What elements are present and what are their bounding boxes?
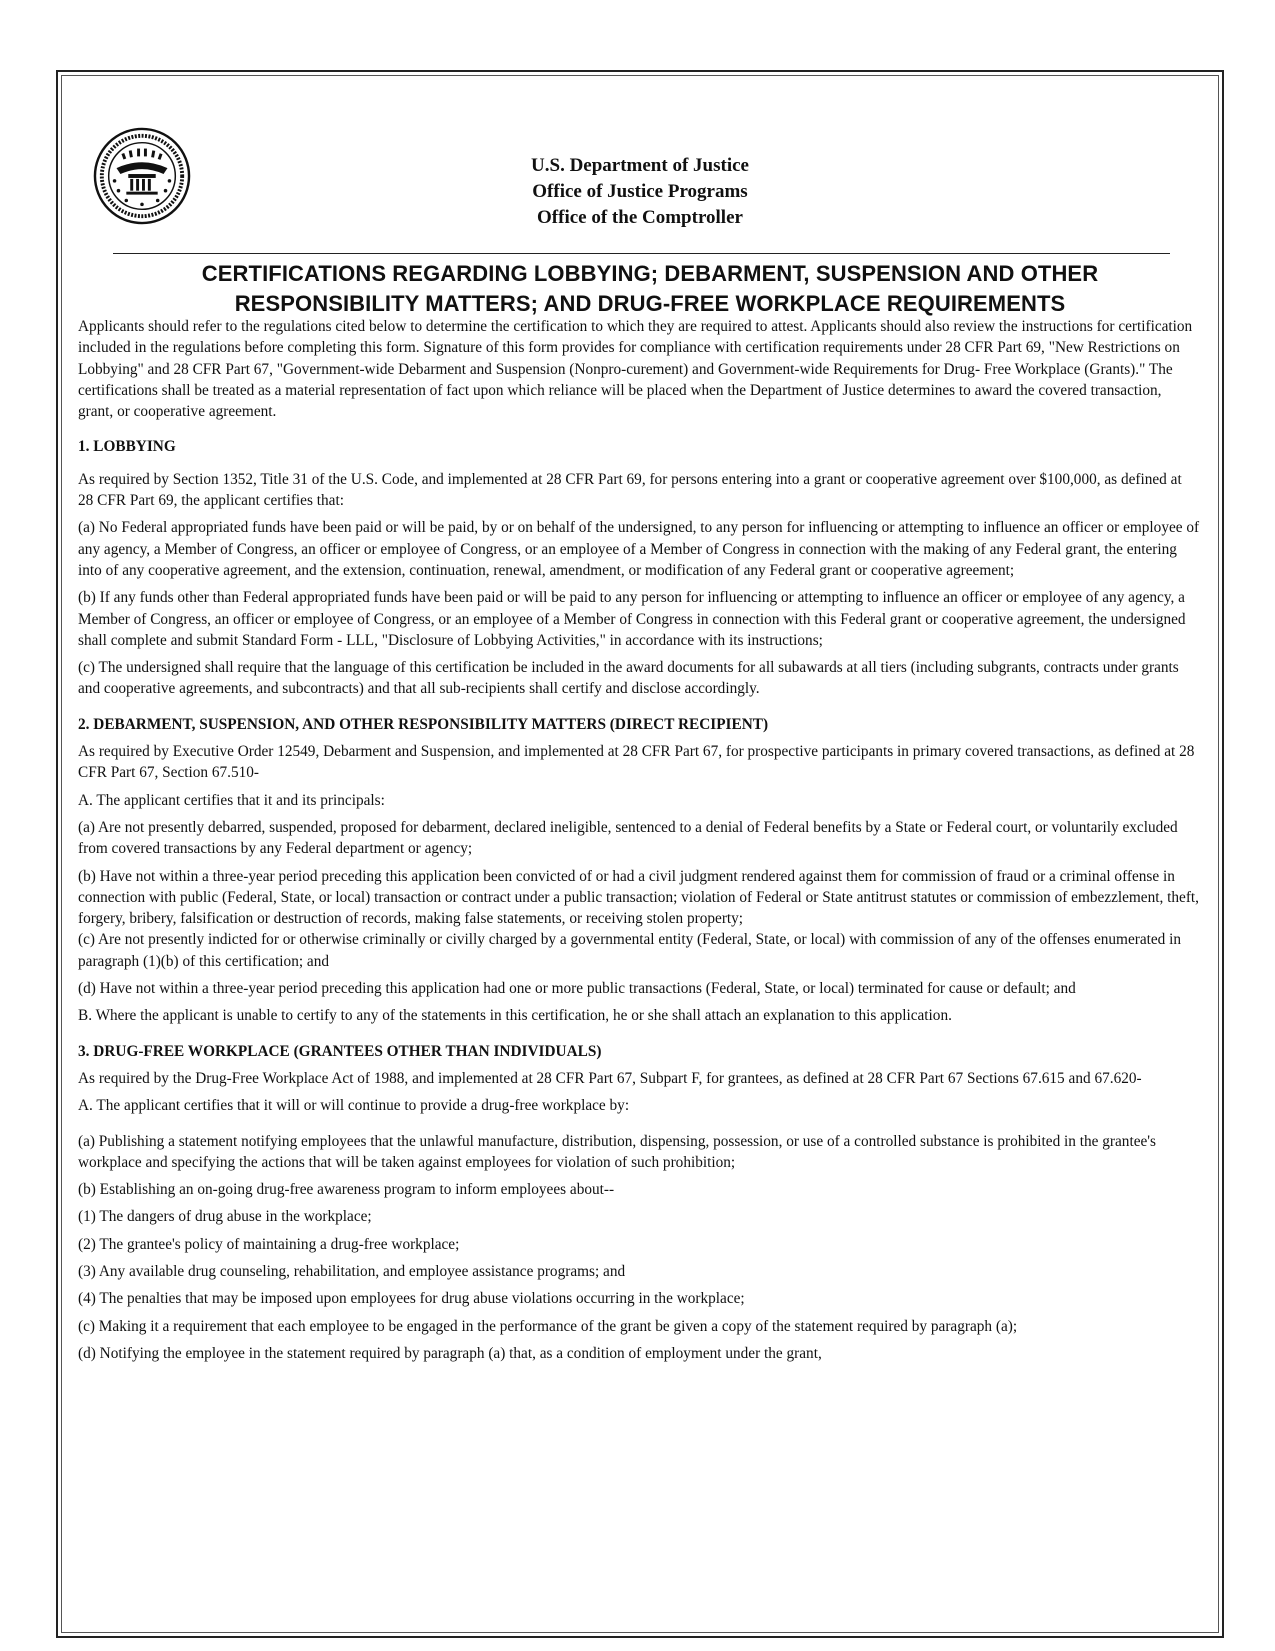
agency-line-3: Office of the Comptroller — [537, 207, 743, 228]
section-2-lead: As required by Executive Order 12549, Debarment and Suspension, and implemented at 28 CFR Part 67, for prospective participants in primary covered transactions, as defined at 28 CFR Part 67, Section 67.510- — [78, 743, 1195, 782]
document-body — [78, 316, 1200, 1364]
section-3-item-a: (a) Publishing a statement notifying employees that the unlawful manufacture, distribution, dispensing, possession, or use of a controlled substance is prohibited in the grantee's workplace and specifying the actions that will be taken against employees for violation of such prohibition; — [78, 1132, 1156, 1171]
section-3-item-b2: (2) The grantee's policy of maintaining a drug-free workplace; — [78, 1235, 460, 1253]
title-line-2: RESPONSIBILITY MATTERS; AND DRUG-FREE WORKPLACE REQUIREMENTS — [234, 291, 1066, 316]
header-rule — [113, 253, 1170, 254]
section-3-heading: 3. DRUG-FREE WORKPLACE (GRANTEES OTHER THAN INDIVIDUALS) — [78, 1042, 602, 1060]
section-1-item-b: (b) If any funds other than Federal appropriated funds have been paid or will be paid to any person for influencing or attempting to influence an officer or employee of any agency, a Member of Congress, an officer or employee of Congress, or an employee of a Member of Congress in connection with this Federal grant or cooperative agreement, the undersigned shall complete and submit Standard Form - LLL, "Disclosure of Lobbying Activities," in accordance with its instructions; — [78, 589, 1186, 649]
document-title — [130, 259, 1170, 319]
section-3-item-A: A. The applicant certifies that it will or will continue to provide a drug-free workplace by: — [78, 1097, 630, 1115]
section-2-item-c: (c) Are not presently indicted for or otherwise criminally or civilly charged by a governmental entity (Federal, State, or local) with commission of any of the offenses enumerated in paragraph (1)(b) of this certification; and — [78, 931, 1182, 970]
section-1-lead: As required by Section 1352, Title 31 of the U.S. Code, and implemented at 28 CFR Part 69, for persons entering into a grant or cooperative agreement over $100,000, as defined at 28 CFR Part 69, the applicant certifies that: — [78, 470, 1182, 510]
section-2-item-A: A. The applicant certifies that it and its principals: — [78, 791, 385, 809]
section-3-item-b3: (3) Any available drug counseling, rehabilitation, and employee assistance programs; and — [78, 1262, 626, 1280]
section-1-item-a: (a) No Federal appropriated funds have been paid or will be paid, by or on behalf of the undersigned, to any person for influencing or attempting to influence an officer or employee of any agency, a Member of Congress, an officer or employee of Congress, or an employee of a Member of Congress in connection with the making of any Federal grant, the entering into of any cooperative agreement, and the extension, continuation, renewal, amendment, or modification of any Federal grant or cooperative agreement; — [78, 519, 1200, 579]
intro-paragraph: Applicants should refer to the regulations cited below to determine the certification to which they are required to attest. Applicants should also review the instructions for certification included in the regulations before completing this form. Signature of this form provides for compliance with certification requirements under 28 CFR Part 69, "New Restrictions on Lobbying" and 28 CFR Part 67, "Government-wide Debarment and Suspension (Nonpro-curement) and Government-wide Requirements for Drug- Free Workplace (Grants)." The certifications shall be treated as a material representation of fact upon which reliance will be placed when the Department of Justice determines to award the covered transaction, grant, or cooperative agreement. — [78, 318, 1193, 421]
section-1-heading: 1. LOBBYING — [78, 438, 176, 456]
section-1-item-c: (c) The undersigned shall require that the language of this certification be included in the award documents for all subawards at all tiers (including subgrants, contracts under grants and cooperative agreements, and subcontracts) and that all sub-recipients shall certify and disclose accordingly. — [78, 659, 1179, 698]
section-3-item-c: (c) Making it a requirement that each employee to be engaged in the performance of the grant be given a copy of the statement required by paragraph (a); — [78, 1317, 1018, 1335]
section-3-item-b1: (1) The dangers of drug abuse in the workplace; — [78, 1208, 372, 1226]
section-2-item-B: B. Where the applicant is unable to certify to any of the statements in this certification, he or she shall attach an explanation to this application. — [78, 1007, 952, 1025]
section-2-item-d: (d) Have not within a three-year period preceding this application had one or more public transactions (Federal, State, or local) terminated for cause or default; and — [78, 980, 1076, 998]
agency-line-1: U.S. Department of Justice — [531, 155, 749, 176]
doj-seal-icon — [93, 127, 191, 225]
agency-line-2: Office of Justice Programs — [532, 181, 748, 202]
title-line-1: CERTIFICATIONS REGARDING LOBBYING; DEBARMENT, SUSPENSION AND OTHER — [201, 261, 1099, 286]
agency-header — [380, 153, 900, 231]
section-2-item-b: (b) Have not within a three-year period preceding this application been convicted of or had a civil judgment rendered against them for commission of fraud or a criminal offense in connection with public (Federal, State, or local) transaction or contract under a public transaction; violation of Federal or State antitrust statutes or commission of embezzlement, theft, forgery, bribery, falsification or destruction of records, making false statements, or receiving stolen property; — [78, 867, 1200, 928]
section-2-item-a: (a) Are not presently debarred, suspended, proposed for debarment, declared ineligible, sentenced to a denial of Federal benefits by a State or Federal court, or voluntarily excluded from covered transactions by any Federal department or agency; — [78, 818, 1178, 858]
section-2-heading: 2. DEBARMENT, SUSPENSION, AND OTHER RESPONSIBILITY MATTERS (DIRECT RECIPIENT) — [78, 715, 769, 733]
section-3-lead: As required by the Drug-Free Workplace Act of 1988, and implemented at 28 CFR Part 67, Subpart F, for grantees, as defined at 28 CFR Part 67 Sections 67.615 and 67.620- — [78, 1069, 1142, 1087]
section-3-item-b: (b) Establishing an on-going drug-free awareness program to inform employees about-- — [78, 1181, 615, 1199]
section-3-item-d: (d) Notifying the employee in the statement required by paragraph (a) that, as a condition of employment under the grant, — [78, 1344, 822, 1362]
section-3-item-b4: (4) The penalties that may be imposed upon employees for drug abuse violations occurring in the workplace; — [78, 1290, 745, 1308]
